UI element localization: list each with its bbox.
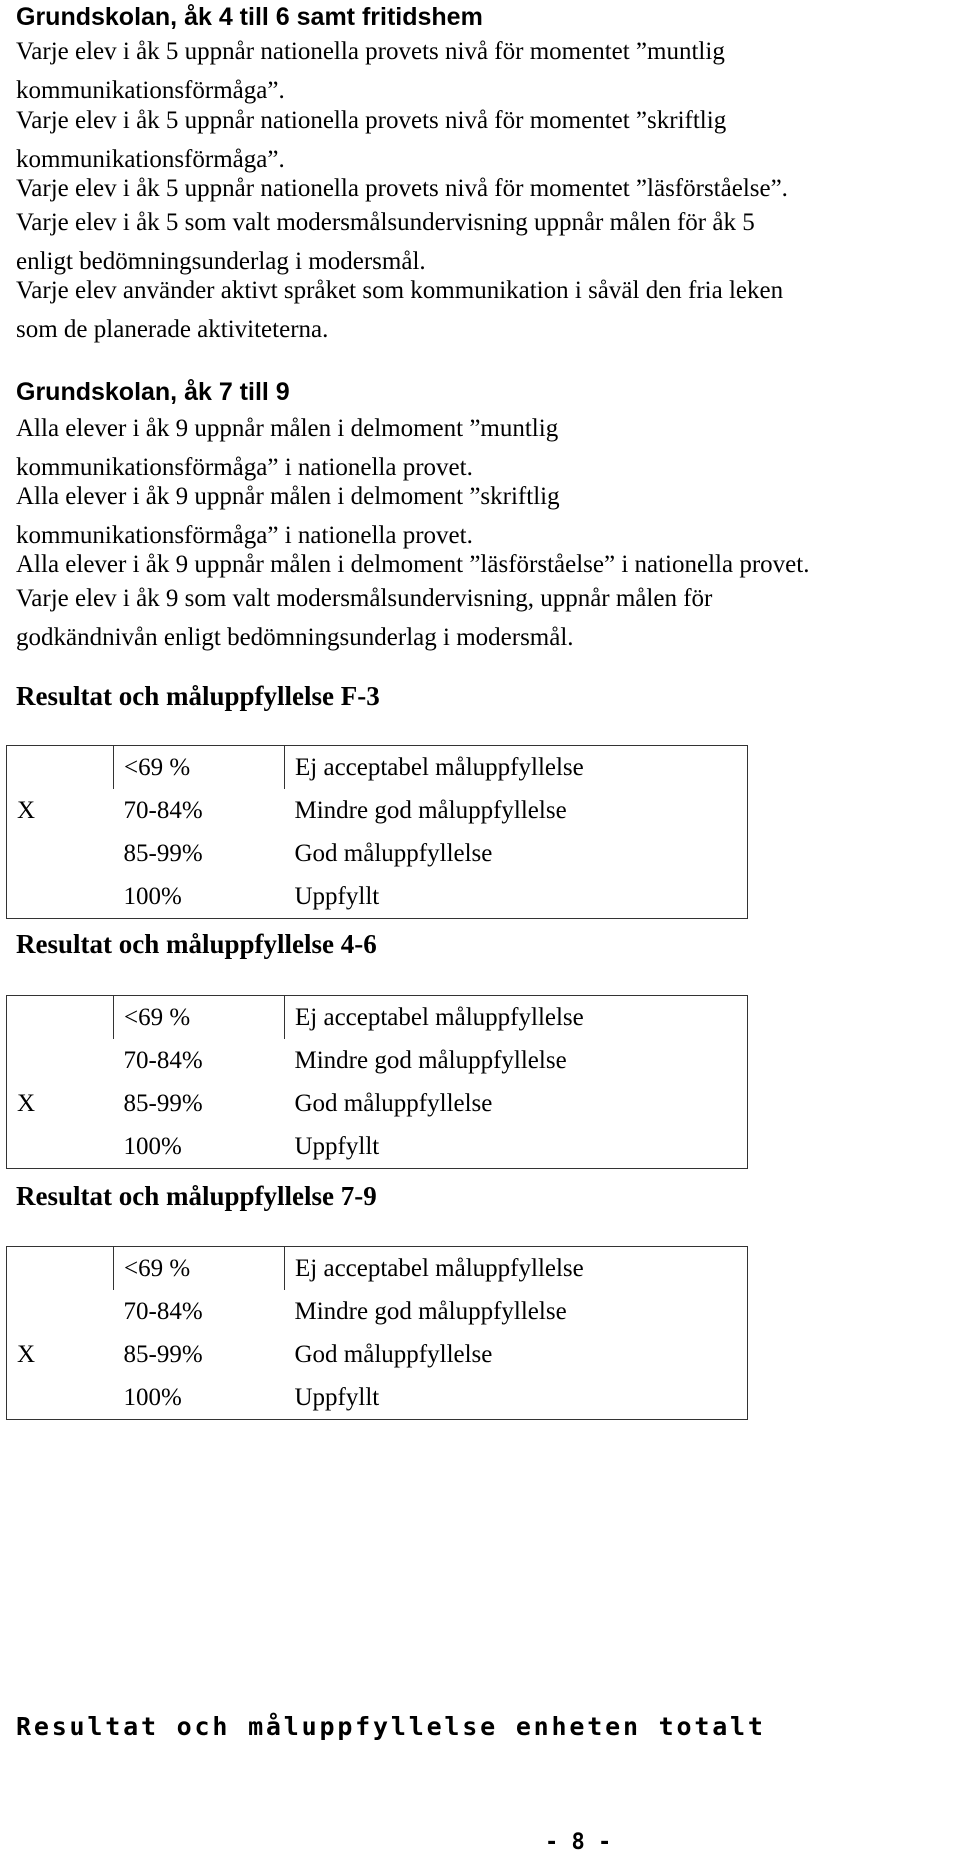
selection-mark [7, 1247, 114, 1291]
paragraph-line: Varje elev i åk 5 uppnår nationella provets nivå för momentet ”muntlig [16, 38, 725, 65]
goal-paragraph [16, 271, 946, 349]
level-label: Uppfyllt [285, 1125, 748, 1169]
level-label: Uppfyllt [285, 875, 748, 919]
paragraph-line: Alla elever i åk 9 uppnår målen i delmoment ”muntlig [16, 415, 559, 442]
paragraph-line: Varje elev i åk 5 uppnår nationella provets nivå för momentet ”skriftlig [16, 107, 727, 134]
level-label: God måluppfyllelse [285, 832, 748, 875]
percent-range: 85-99% [123, 1340, 203, 1368]
goal-paragraph [16, 32, 946, 110]
level-label: Uppfyllt [285, 1376, 748, 1420]
percent-range: <69 % [114, 996, 285, 1040]
result-heading-f-3: Resultat och måluppfyllelse F-3 [16, 681, 380, 711]
paragraph-line: Varje elev i åk 9 som valt modersmålsundervisning, uppnår målen för [16, 585, 713, 612]
paragraph-line: kommunikationsförmåga”. [16, 146, 285, 173]
level-label: Mindre god måluppfyllelse [285, 1039, 748, 1082]
selection-mark [7, 746, 114, 790]
level-label: God måluppfyllelse [285, 1082, 748, 1125]
percent-range: <69 % [114, 1247, 285, 1291]
paragraph-line: kommunikationsförmåga” i nationella provet. [16, 454, 473, 481]
paragraph-line: som de planerade aktiviteterna. [16, 316, 329, 343]
selection-mark: X [7, 1082, 114, 1125]
percent-range: 100% [114, 1376, 285, 1420]
result-heading-7-9: Resultat och måluppfyllelse 7-9 [16, 1181, 377, 1211]
goal-paragraph [16, 579, 946, 657]
selection-mark [7, 1376, 114, 1420]
percent-range: 85-99% [123, 1089, 203, 1117]
selection-mark [7, 875, 114, 919]
table-row [7, 875, 748, 919]
result-table-4-6 [6, 995, 748, 1169]
percent-range: 85-99% [123, 839, 203, 867]
page-number: - 8 - [545, 1830, 612, 1855]
table-row [7, 1039, 748, 1082]
selection-mark [7, 832, 114, 875]
section-heading-ak-7-9: Grundskolan, åk 7 till 9 [16, 378, 290, 406]
goal-paragraph [16, 203, 946, 281]
table-row [7, 1333, 748, 1376]
table-row [7, 1376, 748, 1420]
table-row [7, 996, 748, 1040]
table-row [7, 1290, 748, 1333]
paragraph-line: kommunikationsförmåga” i nationella provet. [16, 522, 473, 549]
table-row [7, 1082, 748, 1125]
goal-paragraph [16, 409, 946, 487]
goal-paragraph [16, 101, 946, 179]
result-table-f-3 [6, 745, 748, 919]
paragraph-line: enligt bedömningsunderlag i modersmål. [16, 248, 426, 275]
paragraph-line: Varje elev i åk 5 som valt modersmålsundervisning uppnår målen för åk 5 [16, 209, 755, 236]
paragraph-line: godkändnivån enligt bedömningsunderlag i modersmål. [16, 624, 574, 651]
selection-mark: X [7, 1333, 114, 1376]
selection-mark [7, 1125, 114, 1169]
paragraph-line: Alla elever i åk 9 uppnår målen i delmoment ”skriftlig [16, 483, 560, 510]
table-row [7, 746, 748, 790]
level-label: Ej acceptabel måluppfyllelse [285, 746, 748, 790]
section-heading-ak-4-6: Grundskolan, åk 4 till 6 samt fritidshem [16, 3, 483, 31]
level-label: Ej acceptabel måluppfyllelse [285, 996, 748, 1040]
paragraph-line: kommunikationsförmåga”. [16, 77, 285, 104]
table-row [7, 1247, 748, 1291]
selection-mark [7, 996, 114, 1040]
table-row [7, 832, 748, 875]
goal-paragraph [16, 477, 946, 555]
level-label: God måluppfyllelse [285, 1333, 748, 1376]
table-row [7, 1125, 748, 1169]
level-label: Ej acceptabel måluppfyllelse [285, 1247, 748, 1291]
paragraph-line: Varje elev använder aktivt språket som kommunikation i såväl den fria leken [16, 277, 784, 304]
selection-mark [7, 1039, 114, 1082]
percent-range: 70-84% [123, 796, 203, 824]
percent-range: 70-84% [123, 1297, 203, 1325]
paragraph-line: Alla elever i åk 9 uppnår målen i delmoment ”läsförståelse” i nationella provet. [16, 551, 810, 578]
selection-mark: X [7, 789, 114, 832]
result-heading-total: Resultat och måluppfyllelse enheten totalt [16, 1712, 766, 1741]
result-heading-4-6: Resultat och måluppfyllelse 4-6 [16, 929, 377, 959]
percent-range: 70-84% [123, 1046, 203, 1074]
percent-range: <69 % [114, 746, 285, 790]
percent-range: 100% [114, 1125, 285, 1169]
percent-range: 100% [114, 875, 285, 919]
selection-mark [7, 1290, 114, 1333]
level-label: Mindre god måluppfyllelse [285, 789, 748, 832]
table-row [7, 789, 748, 832]
result-table-7-9 [6, 1246, 748, 1420]
paragraph-line: Varje elev i åk 5 uppnår nationella provets nivå för momentet ”läsförståelse”. [16, 175, 788, 202]
level-label: Mindre god måluppfyllelse [285, 1290, 748, 1333]
